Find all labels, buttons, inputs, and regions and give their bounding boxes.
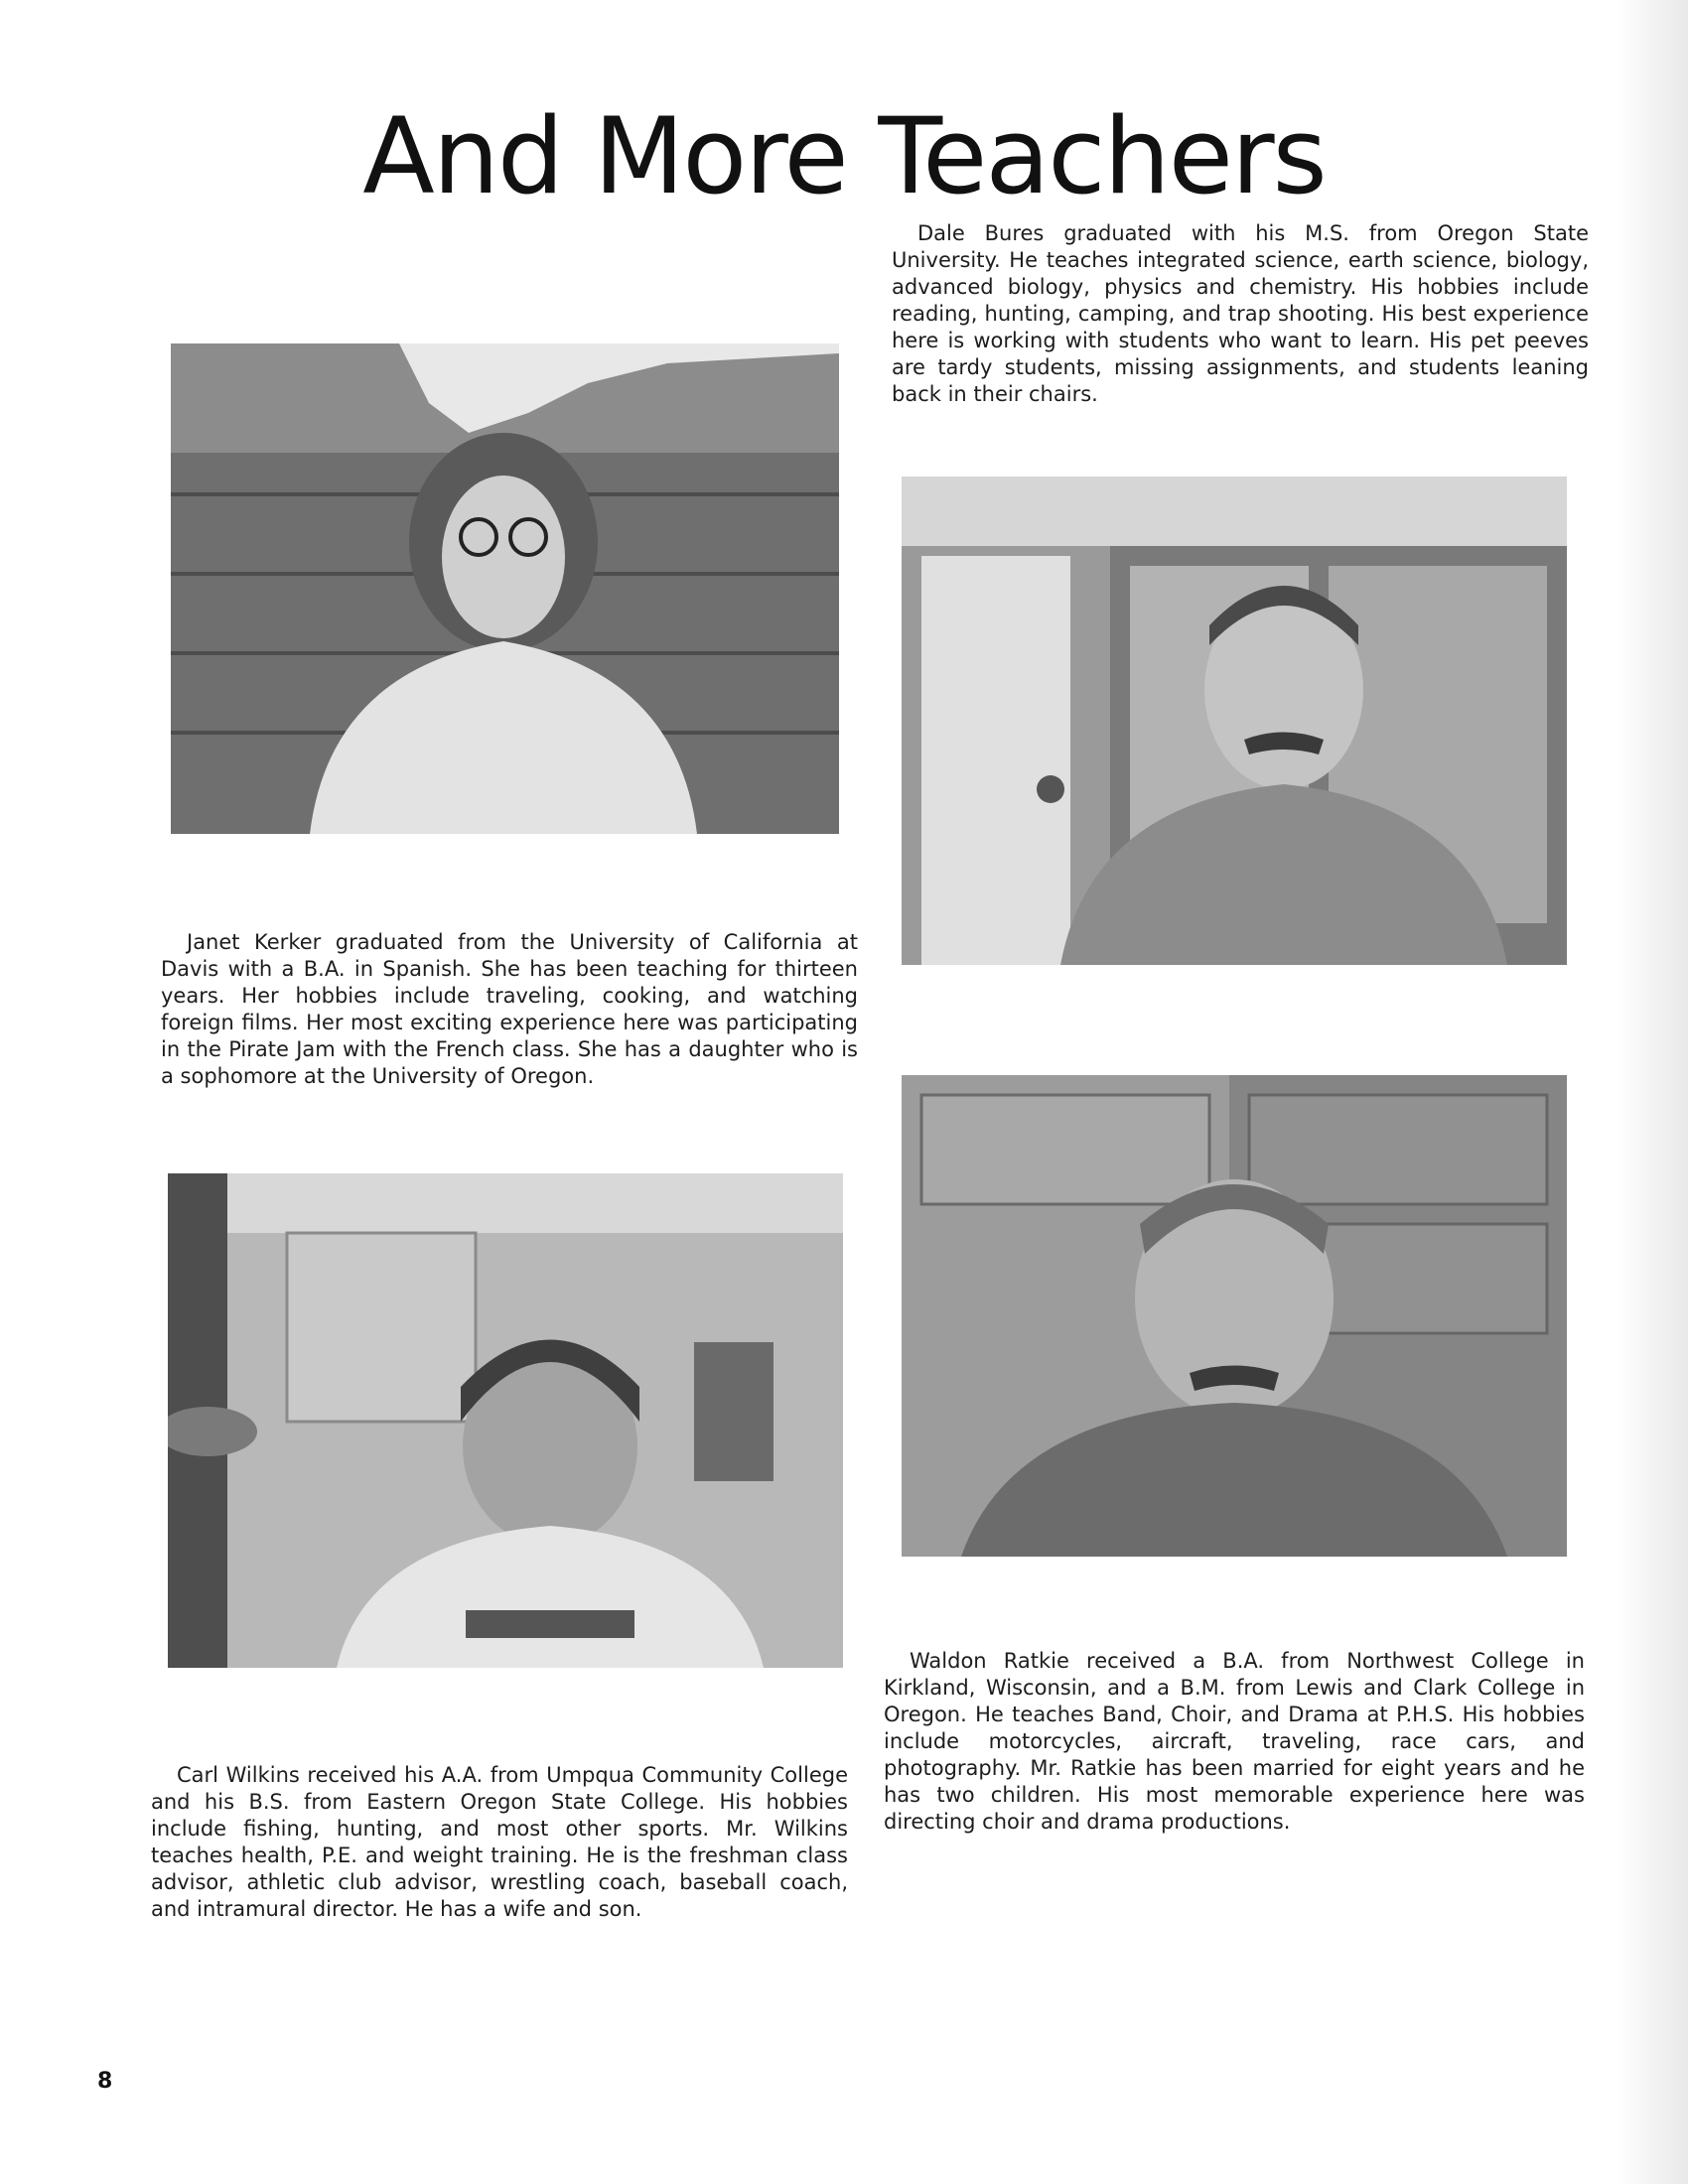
bio-waldon-ratkie: Waldon Ratkie received a B.A. from Northwest College in Kirkland, Wisconsin, and a B.M. from Lewis and Clark College in Oregon. He teaches Band, Choir, and Drama at P.H.S. His hobbies include motorcycles, aircraft, traveling, race cars, and photography. Mr. Ratkie has been married for eight years and he has two children. His most memorable experience here was directing choir and drama productions. — [884, 1649, 1585, 1834]
photo-janet-kerker — [171, 343, 839, 834]
bio-dale-bures: Dale Bures graduated with his M.S. from Oregon State University. He teaches integrated science, earth science, biology, advanced biology, physics and chemistry. His hobbies include reading, hunting, camping, and trap shooting. His best experience here is working with students who want to learn. His pet peeves are tardy students, missing assignments, and students leaning back in their chairs. — [892, 221, 1589, 406]
photo-waldon-ratkie — [902, 1075, 1567, 1557]
page-title: And More Teachers — [362, 95, 1326, 218]
page-number: 8 — [97, 2069, 113, 2094]
photo-dale-bures — [902, 477, 1567, 965]
page-edge-shading — [1617, 0, 1688, 2184]
bio-janet-kerker: Janet Kerker graduated from the University of California at Davis with a B.A. in Spanish. She has been teaching for thirteen years. Her hobbies include traveling, cooking, and watching foreign films. Her most exciting experience here was participating in the Pirate Jam with the French class. She has a daughter who is a sophomore at the University of Oregon. — [161, 930, 858, 1088]
photo-carl-wilkins — [168, 1173, 843, 1668]
bio-carl-wilkins: Carl Wilkins received his A.A. from Umpqua Community College and his B.S. from Eastern Oregon State College. His hobbies include fishing, hunting, and most other sports. Mr. Wilkins teaches health, P.E. and weight training. He is the freshman class advisor, athletic club advisor, wrestling coach, baseball coach, and intramural director. He has a wife and son. — [151, 1763, 848, 1921]
